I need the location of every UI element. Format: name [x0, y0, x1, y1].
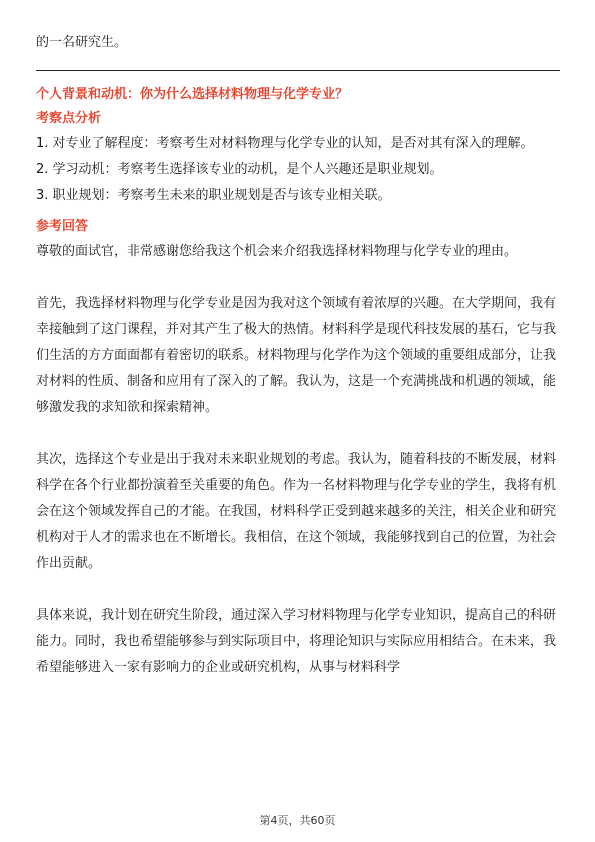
paragraph-gap [36, 421, 560, 447]
paragraph-gap [36, 265, 560, 291]
answer-body [36, 239, 560, 681]
answer-paragraph: 其次，选择这个专业是出于我对未来职业规划的考虑。我认为，随着科技的不断发展，材料科学在各个行业都扮演着至关重要的角色。作为一名材料物理与化学专业的学生，我将有机会在这个领域发挥自己的才能。在我国，材料科学正受到越来越多的关注，相关企业和研究机构对于人才的需求也在不断增长。我相信，在这个领域，我能够找到自己的位置，为社会作出贡献。 [36, 452, 557, 571]
document-page [36, 30, 560, 681]
section-divider [36, 70, 560, 71]
analysis-heading: 考察点分析 [36, 111, 102, 126]
answer-paragraph: 首先，我选择材料物理与化学专业是因为我对这个领域有着浓厚的兴趣。在大学期间，我有幸接触到了这门课程，并对其产生了极大的热情。材料科学是现代科技发展的基石，它与我们生活的方方面面都有着密切的联系。材料物理与化学作为这个领域的重要组成部分，让我对材料的性质、制备和应用有了深入的了解。我认为，这是一个充满挑战和机遇的领域，能够激发我的求知欲和探索精神。 [36, 296, 557, 415]
page-number-footer: 第4页，共60页 [259, 814, 336, 827]
answer-heading: 参考回答 [36, 219, 89, 234]
interview-question: 个人背景和动机：你为什么选择材料物理与化学专业？ [36, 87, 349, 102]
paragraph-gap [36, 577, 560, 603]
answer-paragraph: 具体来说，我计划在研究生阶段，通过深入学习材料物理与化学专业知识，提高自己的科研能力。同时，我也希望能够参与到实际项目中，将理论知识与实际应用相结合。在未来，我希望能够进入一家有影响力的企业或研究机构，从事与材料科学 [36, 608, 557, 675]
analysis-item: 3. 职业规划：考察考生未来的职业规划是否与该专业相关联。 [36, 188, 391, 203]
continuation-text: 的一名研究生。 [36, 35, 128, 50]
analysis-list [36, 131, 560, 209]
analysis-item: 1. 对专业了解程度：考察考生对材料物理与化学专业的认知，是否对其有深入的理解。 [36, 136, 534, 151]
answer-paragraph: 尊敬的面试官，非常感谢您给我这个机会来介绍我选择材料物理与化学专业的理由。 [36, 244, 518, 259]
analysis-item: 2. 学习动机：考察考生选择该专业的动机，是个人兴趣还是职业规划。 [36, 162, 443, 177]
